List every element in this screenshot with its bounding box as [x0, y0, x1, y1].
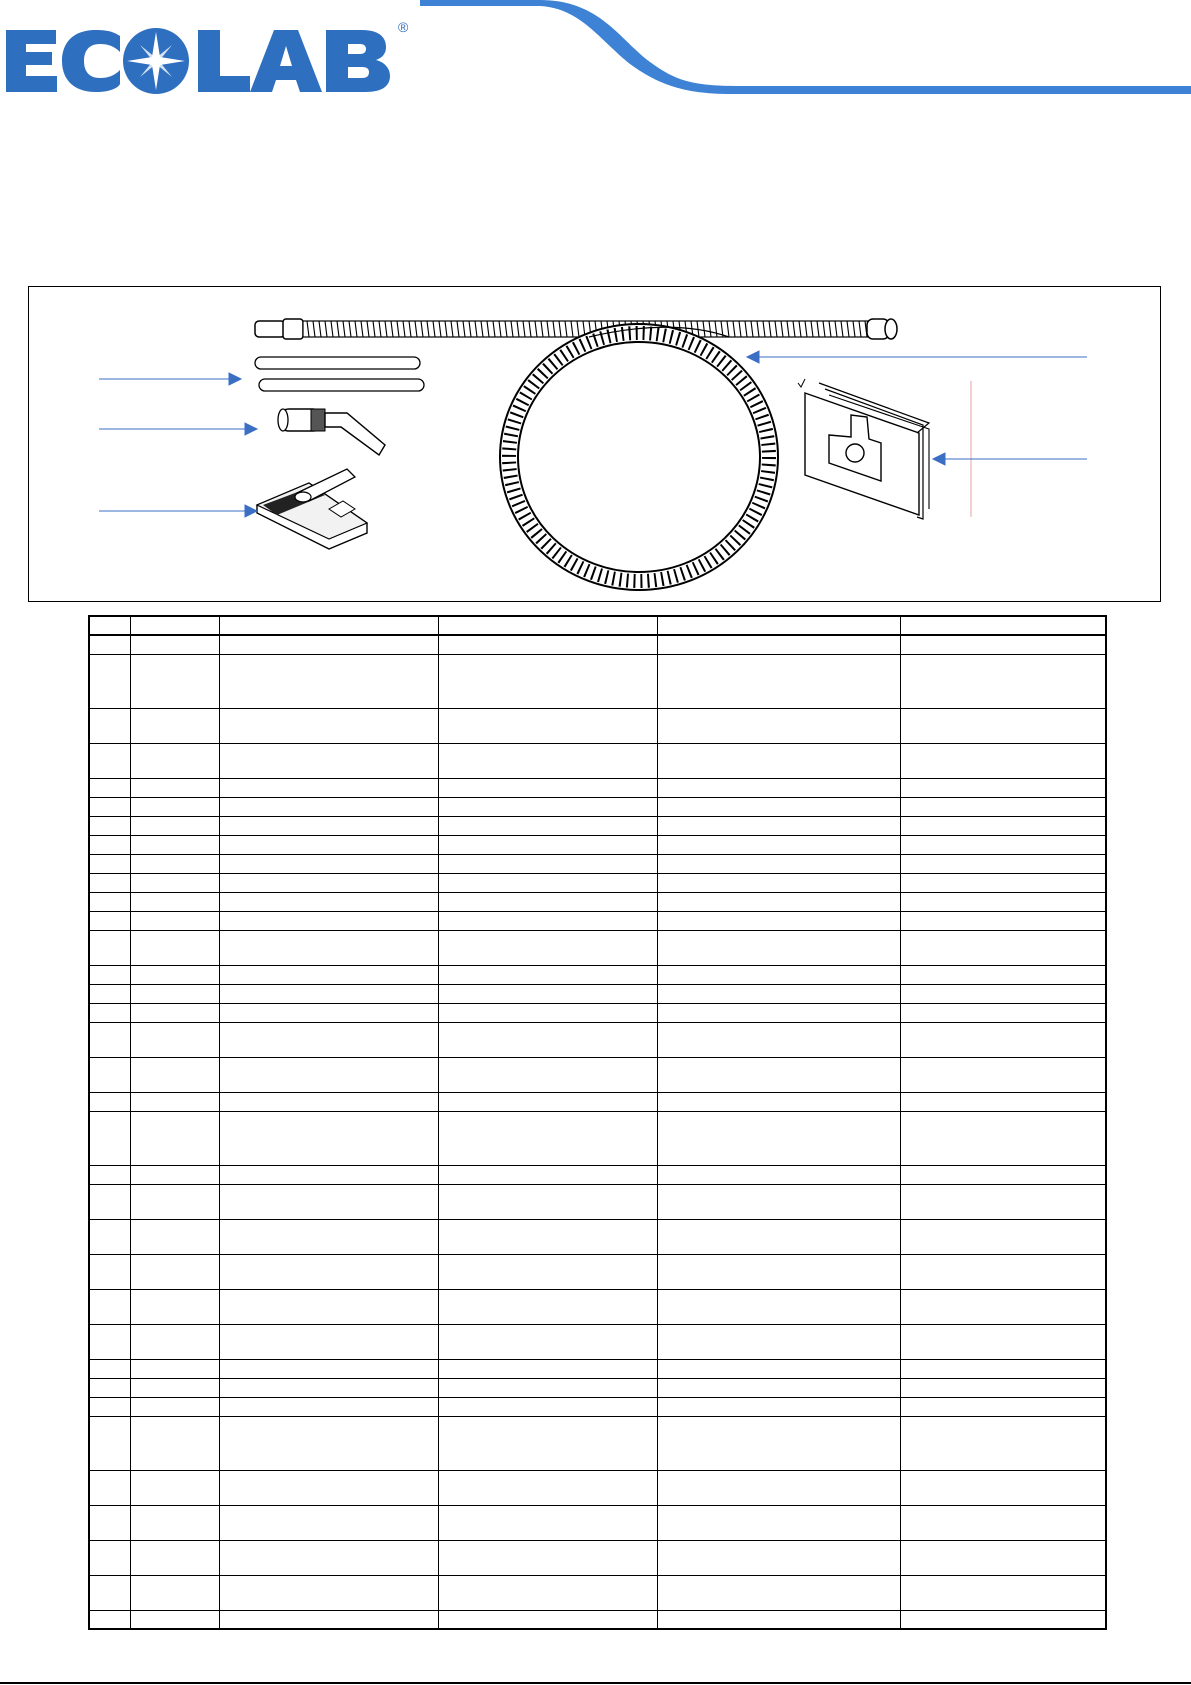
table-row: [89, 1165, 1106, 1184]
table-cell: [219, 654, 438, 708]
table-cell: [900, 743, 1106, 778]
table-cell: [438, 1324, 657, 1359]
table-row: [89, 873, 1106, 892]
table-cell: [657, 1003, 900, 1022]
table-cell: [219, 778, 438, 797]
table-cell: [130, 1092, 219, 1111]
table-cell: [219, 1022, 438, 1057]
table-cell: [438, 984, 657, 1003]
table-cell: [219, 1378, 438, 1397]
table-cell: [900, 708, 1106, 743]
table-cell: [900, 1540, 1106, 1575]
table-cell: [657, 743, 900, 778]
table-cell: [657, 965, 900, 984]
table-cell: [219, 1575, 438, 1610]
table-cell: [219, 911, 438, 930]
table-cell: [438, 1092, 657, 1111]
table-cell: [89, 1184, 130, 1219]
filter-bag-icon: [798, 379, 971, 519]
bent-wand-icon: [278, 409, 385, 455]
table-cell: [89, 635, 130, 654]
table-cell: [900, 984, 1106, 1003]
table-cell: [657, 708, 900, 743]
table-cell: [89, 1416, 130, 1470]
table-cell: [130, 984, 219, 1003]
table-cell: [900, 892, 1106, 911]
table-cell: [438, 892, 657, 911]
table-cell: [657, 797, 900, 816]
table-cell: [657, 1184, 900, 1219]
table-cell: [657, 778, 900, 797]
table-cell: [900, 1092, 1106, 1111]
table-cell: [657, 1378, 900, 1397]
table-cell: [89, 1057, 130, 1092]
table-cell: [219, 635, 438, 654]
table-cell: [130, 854, 219, 873]
table-cell: [657, 930, 900, 965]
table-cell: [657, 892, 900, 911]
table-cell: [438, 1111, 657, 1165]
table-cell: [89, 984, 130, 1003]
floor-nozzle-icon: [257, 469, 367, 549]
table-cell: [438, 1254, 657, 1289]
table-row: [89, 1505, 1106, 1540]
table-cell: [130, 1505, 219, 1540]
table-cell: [657, 635, 900, 654]
table-row: [89, 984, 1106, 1003]
table-cell: [89, 1324, 130, 1359]
table-cell: [130, 1324, 219, 1359]
table-row: [89, 1003, 1106, 1022]
table-cell: [130, 654, 219, 708]
table-cell: [219, 892, 438, 911]
table-cell: [657, 1254, 900, 1289]
table-cell: [438, 835, 657, 854]
table-cell: [219, 743, 438, 778]
table-cell: [219, 797, 438, 816]
table-cell: [657, 1092, 900, 1111]
table-cell: [130, 930, 219, 965]
table-cell: [219, 835, 438, 854]
table-cell: [900, 911, 1106, 930]
table-cell: [657, 1219, 900, 1254]
table-cell: [657, 1057, 900, 1092]
table-cell: [219, 1111, 438, 1165]
table-cell: [657, 816, 900, 835]
table-cell: [130, 1165, 219, 1184]
table-cell: [89, 654, 130, 708]
table-row: [89, 1575, 1106, 1610]
table-cell: [438, 930, 657, 965]
table-cell: [900, 1470, 1106, 1505]
table-cell: [89, 1575, 130, 1610]
table-cell: [900, 1111, 1106, 1165]
table-cell: [219, 984, 438, 1003]
table-cell: [438, 911, 657, 930]
table-cell: [219, 1057, 438, 1092]
table-cell: [438, 743, 657, 778]
table-cell: [657, 854, 900, 873]
table-cell: [438, 854, 657, 873]
table-cell: [900, 616, 1106, 635]
table-row: [89, 708, 1106, 743]
table-cell: [438, 1165, 657, 1184]
table-cell: [130, 1540, 219, 1575]
table-header-row: [89, 616, 1106, 635]
table-cell: [130, 1057, 219, 1092]
table-cell: [219, 1610, 438, 1629]
table-cell: [438, 1416, 657, 1470]
table-cell: [657, 654, 900, 708]
table-row: [89, 1470, 1106, 1505]
table-cell: [900, 930, 1106, 965]
table-cell: [900, 1184, 1106, 1219]
table-cell: [130, 1219, 219, 1254]
table-cell: [130, 1416, 219, 1470]
table-cell: [657, 1324, 900, 1359]
table-cell: [89, 1022, 130, 1057]
table-cell: [219, 616, 438, 635]
table-cell: [219, 708, 438, 743]
table-cell: [89, 743, 130, 778]
table-cell: [438, 1505, 657, 1540]
table-cell: [900, 1289, 1106, 1324]
table-row: [89, 965, 1106, 984]
table-cell: [900, 1003, 1106, 1022]
table-row: [89, 930, 1106, 965]
table-cell: [900, 1378, 1106, 1397]
table-cell: [89, 965, 130, 984]
table-cell: [219, 854, 438, 873]
table-cell: [900, 1057, 1106, 1092]
table-cell: [219, 1324, 438, 1359]
table-cell: [219, 1003, 438, 1022]
table-cell: [219, 1540, 438, 1575]
parts-table: [88, 615, 1107, 1630]
table-cell: [219, 1219, 438, 1254]
table-cell: [900, 635, 1106, 654]
table-row: [89, 892, 1106, 911]
table-cell: [130, 1397, 219, 1416]
table-cell: [438, 1397, 657, 1416]
table-cell: [219, 816, 438, 835]
table-cell: [130, 616, 219, 635]
table-cell: [900, 1022, 1106, 1057]
table-cell: [130, 1184, 219, 1219]
table-cell: [130, 743, 219, 778]
table-cell: [89, 1092, 130, 1111]
table-cell: [89, 708, 130, 743]
table-cell: [657, 1575, 900, 1610]
table-cell: [130, 965, 219, 984]
table-cell: [130, 797, 219, 816]
table-row: [89, 635, 1106, 654]
table-cell: [657, 1470, 900, 1505]
table-cell: [438, 873, 657, 892]
table-cell: [438, 1003, 657, 1022]
table-cell: [219, 965, 438, 984]
table-cell: [89, 1003, 130, 1022]
table-cell: [900, 873, 1106, 892]
table-cell: [438, 708, 657, 743]
table-cell: [438, 778, 657, 797]
table-row: [89, 1254, 1106, 1289]
table-cell: [900, 1165, 1106, 1184]
table-cell: [89, 1165, 130, 1184]
table-row: [89, 1610, 1106, 1629]
table-cell: [900, 1254, 1106, 1289]
table-cell: [438, 1057, 657, 1092]
table-cell: [130, 816, 219, 835]
table-cell: [130, 778, 219, 797]
table-cell: [657, 1165, 900, 1184]
table-cell: [657, 984, 900, 1003]
table-cell: [438, 1470, 657, 1505]
table-row: [89, 1359, 1106, 1378]
table-cell: [89, 930, 130, 965]
table-cell: [89, 873, 130, 892]
footer-rule: [0, 1682, 1191, 1684]
table-cell: [900, 778, 1106, 797]
table-cell: [219, 1254, 438, 1289]
table-cell: [438, 1378, 657, 1397]
table-cell: [438, 965, 657, 984]
table-row: [89, 1057, 1106, 1092]
table-cell: [89, 1505, 130, 1540]
table-row: [89, 1416, 1106, 1470]
table-cell: [219, 1416, 438, 1470]
table-cell: [900, 654, 1106, 708]
table-cell: [438, 654, 657, 708]
table-row: [89, 1219, 1106, 1254]
table-cell: [657, 1505, 900, 1540]
table-cell: [89, 616, 130, 635]
table-cell: [219, 1470, 438, 1505]
table-cell: [900, 816, 1106, 835]
table-cell: [657, 1289, 900, 1324]
table-cell: [900, 835, 1106, 854]
table-cell: [130, 635, 219, 654]
table-row: [89, 1324, 1106, 1359]
table-cell: [89, 854, 130, 873]
table-cell: [130, 1610, 219, 1629]
table-cell: [89, 892, 130, 911]
table-cell: [657, 911, 900, 930]
table-cell: [900, 965, 1106, 984]
table-cell: [130, 1254, 219, 1289]
table-cell: [130, 1470, 219, 1505]
table-cell: [900, 1505, 1106, 1540]
table-cell: [219, 1359, 438, 1378]
table-cell: [130, 1575, 219, 1610]
table-cell: [438, 1359, 657, 1378]
table-cell: [657, 1540, 900, 1575]
table-cell: [438, 1184, 657, 1219]
table-cell: [657, 1111, 900, 1165]
table-row: [89, 1111, 1106, 1165]
table-cell: [219, 1289, 438, 1324]
table-cell: [89, 1540, 130, 1575]
table-cell: [657, 1022, 900, 1057]
table-cell: [657, 835, 900, 854]
table-cell: [89, 1254, 130, 1289]
leader-arrows: [99, 351, 1087, 517]
table-row: [89, 743, 1106, 778]
table-cell: [657, 616, 900, 635]
table-cell: [900, 1610, 1106, 1629]
table-cell: [89, 816, 130, 835]
tube-icon: [255, 357, 424, 391]
table-cell: [89, 778, 130, 797]
table-row: [89, 1022, 1106, 1057]
table-row: [89, 778, 1106, 797]
table-cell: [900, 1416, 1106, 1470]
table-cell: [130, 873, 219, 892]
table-cell: [89, 1397, 130, 1416]
table-cell: [900, 1219, 1106, 1254]
table-cell: [89, 1378, 130, 1397]
table-row: [89, 1289, 1106, 1324]
table-cell: [89, 1219, 130, 1254]
table-cell: [89, 1289, 130, 1324]
table-cell: [438, 1540, 657, 1575]
table-cell: [900, 797, 1106, 816]
ecolab-logo: [0, 0, 430, 100]
table-cell: [89, 1610, 130, 1629]
table-cell: [438, 1575, 657, 1610]
table-cell: [130, 1378, 219, 1397]
table-cell: [130, 1359, 219, 1378]
table-cell: [89, 797, 130, 816]
table-cell: [438, 816, 657, 835]
table-cell: [130, 911, 219, 930]
table-cell: [130, 708, 219, 743]
table-cell: [89, 835, 130, 854]
table-cell: [657, 1416, 900, 1470]
table-cell: [657, 1359, 900, 1378]
table-cell: [438, 1022, 657, 1057]
table-cell: [900, 1575, 1106, 1610]
table-row: [89, 1184, 1106, 1219]
table-cell: [89, 1359, 130, 1378]
table-cell: [130, 1289, 219, 1324]
table-cell: [219, 1397, 438, 1416]
table-row: [89, 1540, 1106, 1575]
table-row: [89, 797, 1106, 816]
table-cell: [900, 1397, 1106, 1416]
table-row: [89, 854, 1106, 873]
table-cell: [900, 1359, 1106, 1378]
parts-figure: [28, 286, 1161, 602]
table-row: [89, 1378, 1106, 1397]
table-cell: [438, 797, 657, 816]
table-cell: [657, 1397, 900, 1416]
table-cell: [219, 1165, 438, 1184]
table-cell: [438, 1289, 657, 1324]
table-cell: [89, 911, 130, 930]
table-cell: [130, 1111, 219, 1165]
table-row: [89, 911, 1106, 930]
table-row: [89, 816, 1106, 835]
registered-mark: ®: [398, 19, 409, 35]
table-cell: [438, 616, 657, 635]
table-cell: [219, 1184, 438, 1219]
table-cell: [219, 873, 438, 892]
table-row: [89, 1397, 1106, 1416]
table-row: [89, 835, 1106, 854]
table-cell: [438, 635, 657, 654]
table-cell: [900, 1324, 1106, 1359]
table-cell: [219, 1092, 438, 1111]
table-cell: [130, 1022, 219, 1057]
table-cell: [219, 930, 438, 965]
table-cell: [657, 873, 900, 892]
table-cell: [130, 892, 219, 911]
table-row: [89, 1092, 1106, 1111]
table-cell: [89, 1111, 130, 1165]
table-cell: [89, 1470, 130, 1505]
table-cell: [130, 1003, 219, 1022]
table-cell: [657, 1610, 900, 1629]
table-cell: [438, 1610, 657, 1629]
table-cell: [438, 1219, 657, 1254]
table-cell: [130, 835, 219, 854]
table-cell: [219, 1505, 438, 1540]
table-row: [89, 654, 1106, 708]
table-cell: [900, 854, 1106, 873]
